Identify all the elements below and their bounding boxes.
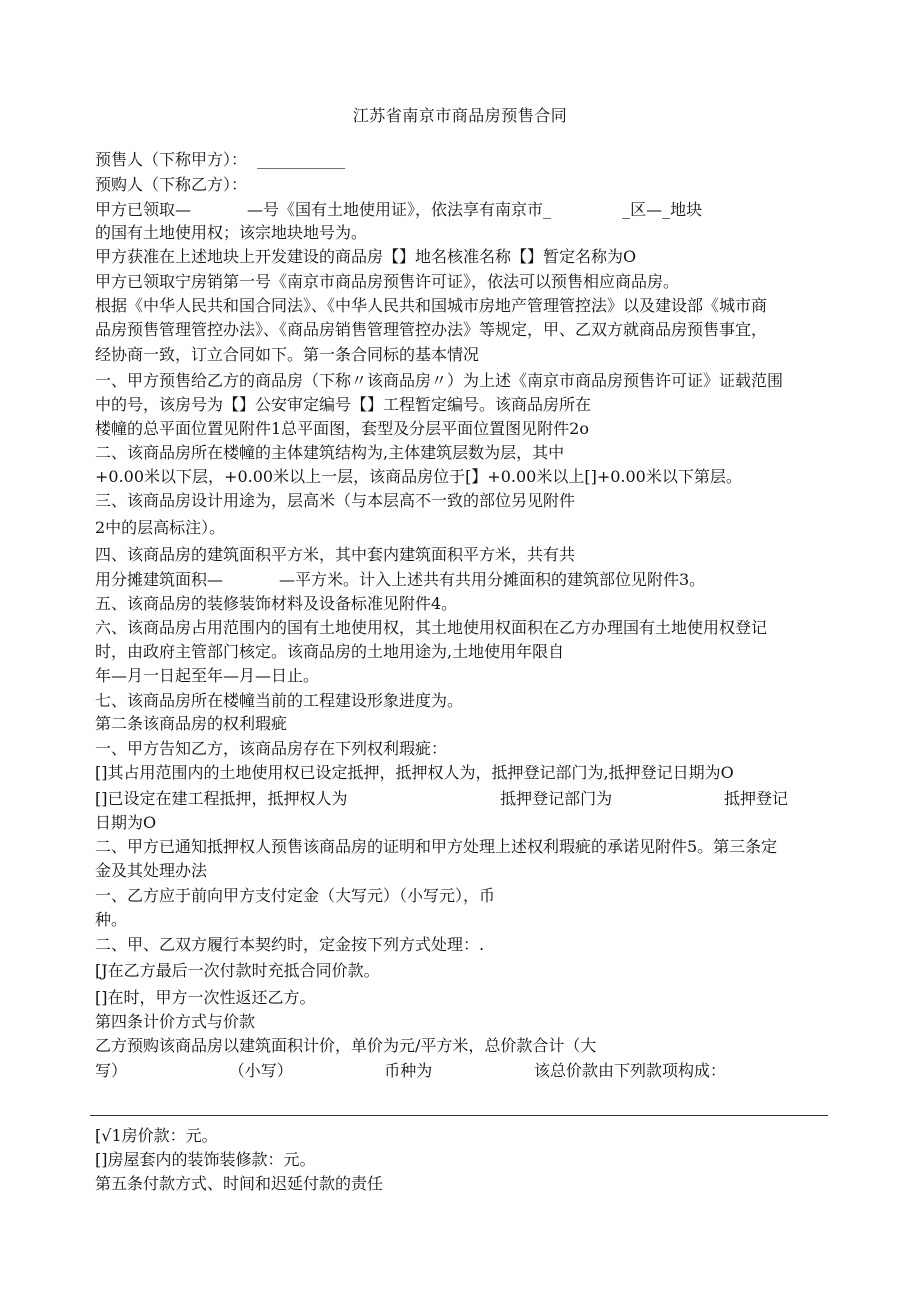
text-line: 甲方已领取宁房销第一号《南京市商品房预售许可证》，依法可以预售相应商品房。 (95, 272, 680, 291)
section-heading: 第五条付款方式、时间和迟延付款的责任 (95, 1174, 384, 1193)
section-heading: 第四条计价方式与价款 (95, 1012, 256, 1031)
text-line: 三、该商品房设计用途为，层高米（与本层高不一致的部位另见附件 (95, 491, 576, 510)
text-line: 五、该商品房的装修装饰材料及设备标准见附件4。 (95, 594, 458, 613)
text-line: 甲方获准在上述地块上开发建设的商品房【】地名核准名称【】暂定名称为O (95, 247, 637, 266)
text-line: 用分摊建筑面积— —平方米。计入上述共有共用分摊面积的建筑部位见附件3。 (95, 570, 706, 589)
text-line: 楼幢的总平面位置见附件1总平面图，套型及分层平面位置图见附件2o (95, 419, 589, 438)
text-line: 二、甲、乙双方履行本契约时，定金按下列方式处理：. (95, 935, 485, 954)
document-title: 江苏省南京市商品房预售合同 (352, 106, 568, 125)
text-line: 种。 (95, 910, 128, 929)
section-heading: 第二条该商品房的权利瑕疵 (95, 714, 288, 733)
text-line: 一、甲方预售给乙方的商品房（下称〃该商品房〃）为上述《南京市商品房预售许可证》证载范围 (95, 371, 784, 390)
text-line: 的国有土地使用权；该宗地块地号为。 (95, 223, 368, 242)
text-line: 预购人（下称乙方）： (95, 175, 248, 194)
text-line: 根据《中华人民共和国合同法》、《中华人民共和国城市房地产管理管控法》以及建设部《城市商 (95, 296, 768, 315)
text-line: [J在乙方最后一次付款时充抵合同价款。 (95, 961, 380, 980)
text-line: 预售人（下称甲方）： ___________ (95, 150, 346, 169)
text-line: 二、甲方已通知抵押权人预售该商品房的证明和甲方处理上述权利瑕疵的承诺见附件5。第三条定 (95, 837, 778, 856)
text-line: 写） （小写） 币种为 该总价款由下列款项构成： (95, 1061, 726, 1080)
text-line: +0.00米以下层，+0.00米以上一层，该商品房位于[】+0.00米以上[]+0.00米以下第层。 (95, 467, 742, 486)
text-line: 时，由政府主管部门核定。该商品房的土地用途为,土地使用年限自 (95, 642, 565, 661)
text-line: 一、甲方告知乙方，该商品房存在下列权利瑕疵： (95, 739, 448, 758)
text-line: [√1房价款：元。 (95, 1126, 218, 1145)
text-line: []其占用范围内的土地使用权已设定抵押，抵押权人为，抵押登记部门为,抵押登记日期为O (95, 763, 734, 782)
text-line: 一、乙方应于前向甲方支付定金（大写元）（小写元），币 (95, 886, 496, 905)
text-line: 品房预售管理管控办法》、《商品房销售管理管控办法》等规定，甲、乙双方就商品房预售事宜， (95, 320, 768, 339)
text-line: 四、该商品房的建筑面积平方米，其中套内建筑面积平方米，共有共 (95, 545, 576, 564)
text-line: 二、该商品房所在楼幢的主体建筑结构为,主体建筑层数为层，其中 (95, 443, 565, 462)
text-line: 六、该商品房占用范围内的国有土地使用权，其土地使用权面积在乙方办理国有土地使用权登记 (95, 618, 768, 637)
text-line: []房屋套内的装饰装修款：元。 (95, 1150, 316, 1169)
text-line: 经协商一致，订立合同如下。第一条合同标的基本情况 (95, 345, 480, 364)
text-line: 乙方预购该商品房以建筑面积计价，单价为元/平方米，总价款合计（大 (95, 1036, 597, 1055)
text-line: 年—月一日起至年—月—日止。 (95, 666, 320, 685)
text-line: 金及其处理办法 (95, 861, 208, 880)
text-line: 日期为O (95, 813, 157, 832)
text-line: []已设定在建工程抵押，抵押权人为 抵押登记部门为 抵押登记 (95, 789, 788, 808)
text-line: 甲方已领取— —号《国有土地使用证》，依法享有南京市_ _区—_地块 (95, 200, 703, 219)
text-line: 中的号，该房号为【】公安审定编号【】工程暂定编号。该商品房所在 (95, 395, 592, 414)
text-line: 2中的层高标注）。 (95, 518, 226, 537)
text-line: []在时，甲方一次性返还乙方。 (95, 988, 316, 1007)
text-line: 七、该商品房所在楼幢当前的工程建设形象进度为。 (95, 691, 464, 710)
horizontal-rule (90, 1115, 828, 1116)
